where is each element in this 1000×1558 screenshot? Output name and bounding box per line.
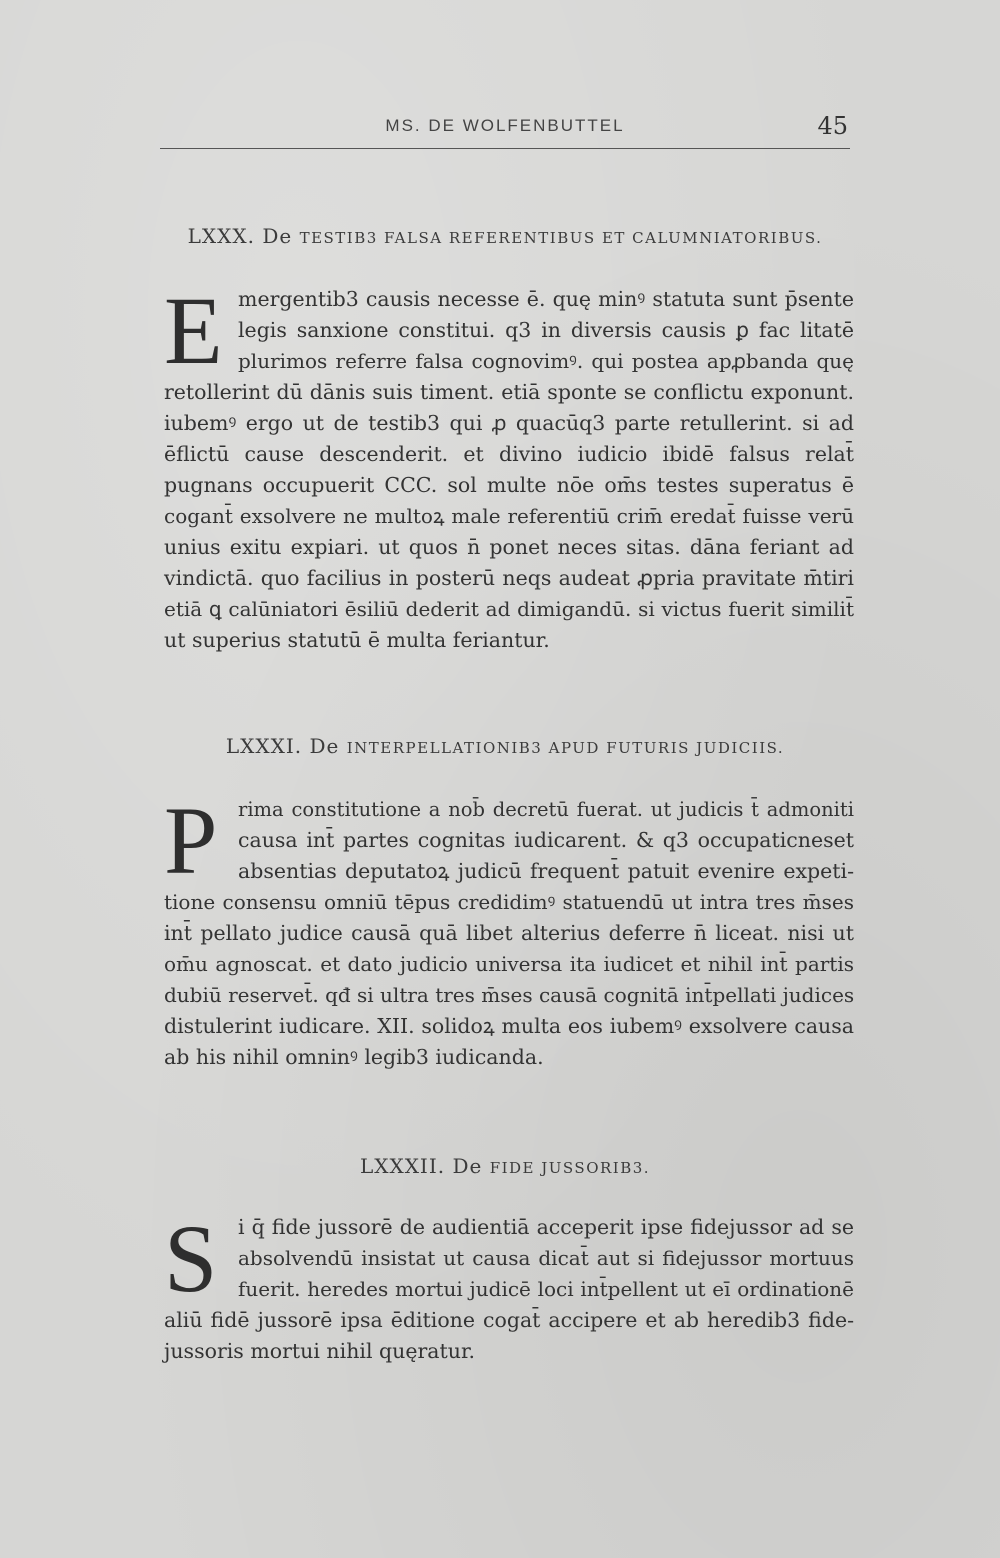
text-line: vindictā. quo facilius in posterū neqs audeat ꝓpria pravitate m̄tiri — [164, 566, 854, 590]
text-line: rima constitutione a nob̄ decretū fuerat. ut judicis t̄ admoniti — [238, 798, 854, 821]
section-body-lxxx — [164, 277, 854, 656]
text-line: cogant̄ exsolvere ne multoꝝ male referentiū crim̄ eredat̄ fuisse verū — [164, 504, 854, 528]
section-title-lead: De — [262, 224, 293, 248]
text-line: unius exitu expiari. ut quos n̄ ponet neces sitas. dāna feriant ad — [164, 535, 854, 559]
text-line: dubiū reservet̄. qđ si ultra tres m̄ses causā cognitā int̄pellati judices — [164, 983, 855, 1007]
text-line: distulerint iudicare. XII. solidoꝝ multa eos iubemꝰ exsolvere causa — [164, 1014, 854, 1038]
section-heading-lxxxi — [160, 734, 850, 758]
text-line: pugnans occupuerit CCC. sol multe nōe om̄s testes superatus ē — [164, 473, 854, 497]
drop-capital: P — [164, 787, 218, 894]
text-line: tione consensu omniū tēpus credidimꝰ statuendū ut intra tres m̄ses — [164, 890, 854, 914]
section-title-text: TESTIB3 FALSA REFERENTIBUS ET CALUMNIATORIBUS. — [299, 229, 823, 247]
running-title: MS. DE WOLFENBUTTEL — [385, 116, 625, 135]
section-heading-lxxx — [160, 224, 850, 248]
text-line: aliū fidē jussorē ipsa ēditione cogat̄ accipere et ab heredib3 fide- — [164, 1308, 854, 1332]
section-title-lead: De — [309, 734, 340, 758]
section-heading-lxxxii — [160, 1154, 850, 1178]
text-line: iubemꝰ ergo ut de testib3 qui ꝓ quacūq3 parte retullerint. si ad — [164, 411, 854, 435]
text-line: plurimos referre falsa cognovimꝰ. qui postea apꝓbanda quę — [238, 349, 854, 373]
drop-capital: S — [164, 1205, 218, 1312]
text-line: ut superius statutū ē multa feriantur. — [164, 628, 550, 652]
page-number: 45 — [817, 112, 848, 140]
text-line: ēflictū cause descenderit. et divino iudicio ibidē falsus relat̄ — [164, 442, 854, 466]
text-line: absentias deputatoꝝ judicū frequent̄ patuit evenire expeti- — [238, 859, 854, 883]
text-line: etiā ꝗ calūniatori ēsiliū dederit ad dimigandū. si victus fuerit similit̄ — [164, 597, 854, 621]
section-title-text: FIDE JUSSORIB3. — [489, 1159, 651, 1177]
section-title-lead: De — [452, 1154, 483, 1178]
text-line: i q̄ fide jussorē de audientiā acceperit ipse fidejussor ad se — [238, 1215, 854, 1239]
section-title-text: INTERPELLATIONIB3 APUD FUTURIS JUDICIIS. — [346, 739, 785, 757]
section-number: LXXXII. — [359, 1154, 446, 1178]
drop-capital: E — [164, 277, 223, 384]
text-line: retollerint dū dānis suis timent. etiā sponte se conflictu exponunt. — [164, 380, 854, 404]
text-line: fuerit. heredes mortui judicē loci int̄pellent ut eī ordinationē — [238, 1277, 854, 1301]
text-line: causa int̄ partes cognitas iudicarent. & q3 occupaticneset — [238, 828, 854, 852]
text-line: absolvendū insistat ut causa dicat̄ aut si fidejussor mortuus — [238, 1246, 854, 1270]
text-line: legis sanxione constitui. q3 in diversis causis ꝑ fac litatē — [238, 318, 854, 342]
section-body-lxxxi — [164, 787, 855, 1073]
text-line: mergentib3 causis necesse ē. quę minꝰ statuta sunt p̄sente — [238, 287, 854, 311]
text-line: jussoris mortui nihil quęratur. — [164, 1339, 476, 1363]
text-line: int̄ pellato judice causā quā libet alterius deferre n̄ liceat. nisi ut — [164, 921, 854, 945]
section-number: LXXX. — [187, 224, 255, 248]
text-line: om̄u agnoscat. et dato judicio universa ita iudicet et nihil int̄ partis — [164, 952, 854, 976]
running-head — [160, 112, 850, 149]
section-number: LXXXI. — [225, 734, 303, 758]
section-body-lxxxii — [164, 1205, 854, 1367]
text-line: ab his nihil omninꝰ legib3 iudicanda. — [164, 1045, 544, 1069]
